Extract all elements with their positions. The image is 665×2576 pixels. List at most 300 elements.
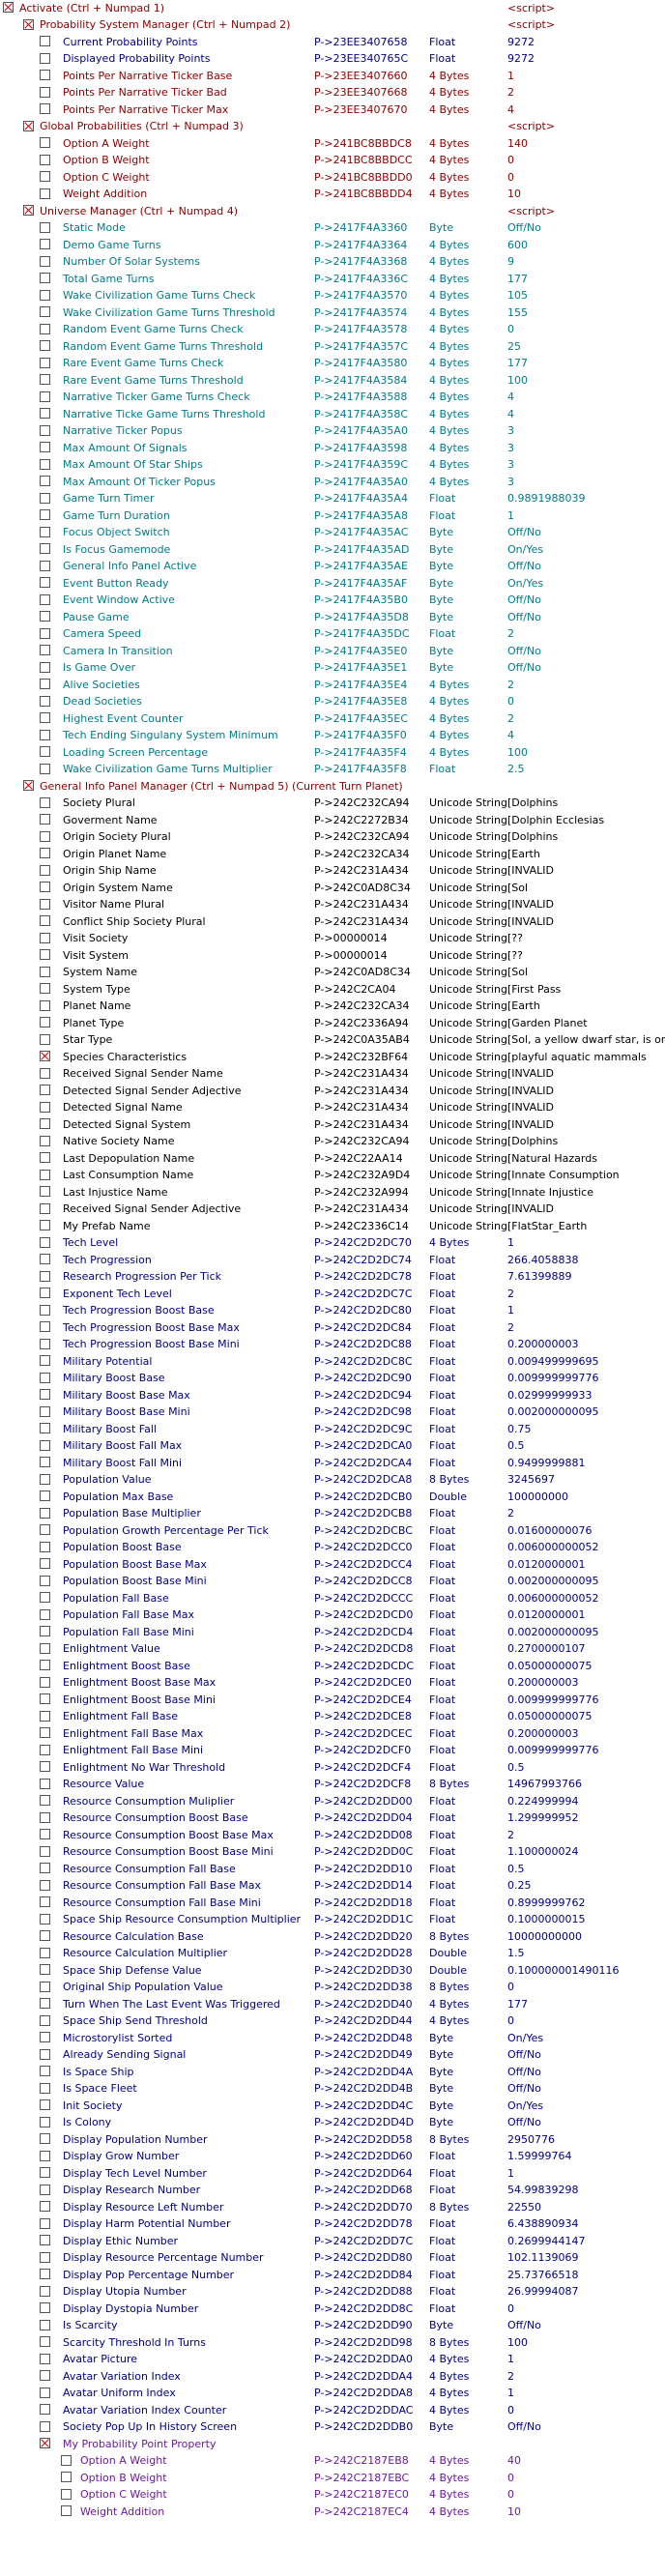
- activate-checkbox[interactable]: [40, 358, 50, 368]
- activate-checkbox[interactable]: [40, 949, 50, 960]
- activate-checkbox[interactable]: [40, 628, 50, 639]
- table-row[interactable]: [0, 220, 650, 238]
- table-row[interactable]: [0, 1015, 650, 1032]
- value[interactable]: 10000000000: [507, 1929, 582, 1943]
- activate-checkbox[interactable]: [40, 2049, 50, 2060]
- value[interactable]: On/Yes: [507, 2031, 544, 2044]
- value[interactable]: 10: [507, 188, 521, 200]
- value[interactable]: 2: [507, 711, 514, 725]
- table-row[interactable]: [0, 153, 650, 170]
- activate-checkbox[interactable]: [40, 1660, 50, 1670]
- value[interactable]: 0: [507, 170, 514, 184]
- table-row[interactable]: [0, 322, 650, 339]
- table-row[interactable]: [0, 1607, 650, 1625]
- active-checkbox[interactable]: [40, 1051, 50, 1061]
- activate-checkbox[interactable]: [40, 746, 50, 757]
- table-row[interactable]: [0, 2487, 650, 2504]
- table-row[interactable]: [0, 2233, 650, 2250]
- value[interactable]: 2: [507, 1287, 514, 1300]
- table-row[interactable]: [0, 1624, 650, 1641]
- table-row[interactable]: [0, 423, 650, 441]
- value[interactable]: 3: [507, 424, 514, 437]
- activate-checkbox[interactable]: [40, 1220, 50, 1230]
- value[interactable]: 0.002000000095: [507, 1575, 599, 1587]
- activate-checkbox[interactable]: [40, 662, 50, 673]
- script-value[interactable]: <script>: [507, 204, 556, 217]
- value[interactable]: 0.009999999776: [507, 1693, 599, 1706]
- activate-checkbox[interactable]: [40, 391, 50, 402]
- value[interactable]: 177: [507, 357, 528, 369]
- table-row[interactable]: [0, 2284, 650, 2301]
- table-row[interactable]: [0, 2301, 650, 2318]
- value[interactable]: 177: [507, 272, 528, 285]
- value[interactable]: 0.002000000095: [507, 1405, 599, 1418]
- value[interactable]: Off/No: [507, 2420, 541, 2433]
- activate-checkbox[interactable]: [40, 1406, 50, 1417]
- value[interactable]: 1: [507, 2166, 514, 2180]
- value[interactable]: 140: [507, 136, 528, 150]
- activate-checkbox[interactable]: [40, 493, 50, 504]
- value[interactable]: 2: [507, 1320, 514, 1334]
- table-row[interactable]: [0, 846, 650, 863]
- activate-checkbox[interactable]: [40, 882, 50, 892]
- value[interactable]: [INVALID: [507, 1101, 554, 1114]
- activate-checkbox[interactable]: [40, 1034, 50, 1045]
- table-row[interactable]: [0, 2334, 650, 2352]
- value[interactable]: 3245697: [507, 1473, 555, 1486]
- table-row[interactable]: [0, 2165, 650, 2183]
- activate-checkbox[interactable]: [40, 712, 50, 723]
- table-row[interactable]: [0, 1421, 650, 1438]
- activate-checkbox[interactable]: [40, 1186, 50, 1197]
- activate-checkbox[interactable]: [40, 1474, 50, 1485]
- table-row[interactable]: [0, 2318, 650, 2335]
- activate-checkbox[interactable]: [40, 865, 50, 876]
- value[interactable]: 2: [507, 627, 514, 640]
- value[interactable]: 100: [507, 745, 528, 759]
- activate-checkbox[interactable]: [40, 1017, 50, 1028]
- value[interactable]: 25: [507, 339, 521, 353]
- table-row[interactable]: [0, 728, 650, 745]
- table-row[interactable]: [0, 474, 650, 491]
- table-row[interactable]: [0, 1404, 650, 1422]
- table-row[interactable]: [0, 1827, 650, 1844]
- value[interactable]: [Innate Consumption: [507, 1169, 620, 1181]
- value[interactable]: 0.0120000001: [507, 1608, 586, 1621]
- value[interactable]: 1: [507, 1304, 514, 1317]
- value[interactable]: 0.0120000001: [507, 1557, 586, 1571]
- table-row[interactable]: [0, 271, 650, 288]
- table-row[interactable]: [0, 2199, 650, 2216]
- activate-checkbox[interactable]: [40, 239, 50, 249]
- value[interactable]: [INVALID: [507, 864, 554, 877]
- activate-checkbox[interactable]: [40, 340, 50, 351]
- table-row[interactable]: [0, 796, 650, 813]
- table-row[interactable]: [0, 1387, 650, 1404]
- activate-checkbox[interactable]: [40, 36, 50, 46]
- activate-checkbox[interactable]: [40, 1321, 50, 1332]
- activate-checkbox[interactable]: [40, 1896, 50, 1907]
- activate-checkbox[interactable]: [40, 1152, 50, 1163]
- activate-checkbox[interactable]: [40, 2388, 50, 2398]
- table-row[interactable]: [0, 1116, 650, 1134]
- activate-checkbox[interactable]: [40, 2151, 50, 2161]
- activate-checkbox[interactable]: [40, 459, 50, 470]
- table-row[interactable]: [0, 1522, 650, 1540]
- script-value[interactable]: <script>: [507, 120, 556, 132]
- activate-checkbox[interactable]: [40, 103, 50, 114]
- active-checkbox[interactable]: [23, 780, 34, 791]
- table-row[interactable]: [0, 1996, 650, 2013]
- activate-checkbox[interactable]: [40, 543, 50, 554]
- table-row[interactable]: [0, 677, 650, 694]
- value[interactable]: 9: [507, 255, 514, 268]
- table-row[interactable]: [0, 1912, 650, 1929]
- value[interactable]: 0.200000003: [507, 1726, 579, 1740]
- activate-checkbox[interactable]: [40, 1964, 50, 1975]
- active-checkbox[interactable]: [3, 2, 14, 13]
- table-row[interactable]: [0, 1878, 650, 1896]
- value[interactable]: 40: [507, 2454, 521, 2467]
- activate-checkbox[interactable]: [40, 2286, 50, 2297]
- value[interactable]: [Sol, a yellow dwarf star, is or: [507, 1033, 665, 1046]
- table-row[interactable]: [0, 1574, 650, 1591]
- table-row[interactable]: [0, 51, 650, 69]
- activate-checkbox[interactable]: [40, 155, 50, 165]
- activate-checkbox[interactable]: [40, 2252, 50, 2263]
- table-row[interactable]: [0, 1252, 650, 1269]
- table-row[interactable]: [0, 1810, 650, 1828]
- table-row[interactable]: [0, 1319, 650, 1337]
- value[interactable]: Off/No: [507, 2065, 541, 2078]
- table-row[interactable]: [0, 1201, 650, 1219]
- value[interactable]: 600: [507, 238, 528, 251]
- value[interactable]: 0.5: [507, 1439, 525, 1452]
- activate-checkbox[interactable]: [40, 730, 50, 740]
- table-row[interactable]: [0, 356, 650, 373]
- table-row[interactable]: [0, 2250, 650, 2268]
- value[interactable]: 0.1000000015: [507, 1913, 586, 1925]
- table-row[interactable]: [0, 2386, 650, 2403]
- activate-checkbox[interactable]: [40, 1812, 50, 1823]
- table-row[interactable]: [0, 2064, 650, 2081]
- activate-checkbox[interactable]: [40, 1643, 50, 1654]
- table-row[interactable]: [0, 1235, 650, 1253]
- table-row[interactable]: [0, 541, 650, 559]
- table-row[interactable]: [0, 626, 650, 644]
- table-row[interactable]: [0, 507, 650, 525]
- table-row[interactable]: [0, 1184, 650, 1201]
- value[interactable]: 26.99994087: [507, 2285, 579, 2298]
- value[interactable]: 22550: [507, 2200, 541, 2214]
- activate-checkbox[interactable]: [40, 1542, 50, 1552]
- activate-checkbox[interactable]: [40, 1863, 50, 1873]
- value[interactable]: 14967993766: [507, 1778, 582, 1790]
- activate-checkbox[interactable]: [40, 290, 50, 301]
- value[interactable]: 0.05000000075: [507, 1659, 593, 1672]
- activate-checkbox[interactable]: [40, 2066, 50, 2076]
- table-row[interactable]: [0, 1556, 650, 1574]
- table-row[interactable]: [0, 981, 650, 999]
- table-row[interactable]: [0, 237, 650, 254]
- value[interactable]: 25.73766518: [507, 2268, 579, 2281]
- table-row[interactable]: [0, 440, 650, 457]
- value[interactable]: Off/No: [507, 221, 541, 234]
- activate-checkbox[interactable]: [40, 831, 50, 842]
- value[interactable]: 0.224999994: [507, 1794, 579, 1808]
- activate-checkbox[interactable]: [40, 2185, 50, 2195]
- table-row[interactable]: [0, 812, 650, 829]
- activate-checkbox[interactable]: [40, 306, 50, 317]
- table-row[interactable]: [0, 880, 650, 897]
- value[interactable]: 0: [507, 2014, 514, 2027]
- table-row[interactable]: [0, 169, 650, 187]
- table-row[interactable]: [0, 2436, 650, 2453]
- activate-checkbox[interactable]: [40, 2133, 50, 2144]
- table-row[interactable]: [0, 947, 650, 965]
- value[interactable]: 54.99839298: [507, 2184, 579, 2196]
- value[interactable]: 2: [507, 678, 514, 691]
- value[interactable]: 1.5: [507, 1947, 525, 1959]
- value[interactable]: 2: [507, 2369, 514, 2383]
- table-row[interactable]: [0, 1066, 650, 1084]
- value[interactable]: 3: [507, 475, 514, 488]
- activate-checkbox[interactable]: [40, 2336, 50, 2347]
- activate-checkbox[interactable]: [40, 527, 50, 537]
- value[interactable]: 0.2699944147: [507, 2234, 586, 2247]
- value[interactable]: 1: [507, 69, 514, 82]
- activate-checkbox[interactable]: [40, 137, 50, 148]
- activate-checkbox[interactable]: [40, 1592, 50, 1603]
- value[interactable]: [Sol: [507, 966, 529, 978]
- table-row[interactable]: [0, 762, 650, 779]
- active-checkbox[interactable]: [23, 121, 34, 131]
- table-row[interactable]: [0, 68, 650, 85]
- activate-checkbox[interactable]: [40, 1880, 50, 1891]
- value[interactable]: 0.100000001490116: [507, 1963, 620, 1977]
- activate-checkbox[interactable]: [40, 425, 50, 436]
- value[interactable]: [INVALID: [507, 1117, 554, 1131]
- value[interactable]: [Earth: [507, 847, 540, 860]
- activate-checkbox[interactable]: [61, 2489, 72, 2500]
- activate-checkbox[interactable]: [40, 1982, 50, 1992]
- table-row[interactable]: [0, 2149, 650, 2166]
- table-row[interactable]: [0, 1371, 650, 1388]
- table-row[interactable]: [0, 931, 650, 948]
- table-row[interactable]: [0, 744, 650, 762]
- value[interactable]: 10: [507, 2504, 521, 2518]
- activate-checkbox[interactable]: [40, 764, 50, 774]
- activate-checkbox[interactable]: [40, 2235, 50, 2245]
- value[interactable]: [INVALID: [507, 898, 554, 911]
- table-row[interactable]: [0, 372, 650, 390]
- table-row[interactable]: [0, 1641, 650, 1659]
- value[interactable]: 0: [507, 2403, 514, 2417]
- table-row[interactable]: [0, 1134, 650, 1151]
- value[interactable]: 0: [507, 154, 514, 166]
- value[interactable]: 0.009499999695: [507, 1354, 599, 1368]
- activate-checkbox[interactable]: [40, 2421, 50, 2432]
- table-row[interactable]: [0, 1743, 650, 1760]
- activate-checkbox[interactable]: [40, 476, 50, 486]
- table-row[interactable]: [0, 338, 650, 356]
- value[interactable]: On/Yes: [507, 2098, 544, 2112]
- activate-checkbox[interactable]: [40, 2032, 50, 2042]
- table-row[interactable]: [0, 1303, 650, 1320]
- table-row[interactable]: [0, 101, 650, 119]
- group-row[interactable]: [0, 203, 650, 220]
- activate-checkbox[interactable]: [40, 577, 50, 588]
- activate-checkbox[interactable]: [40, 273, 50, 283]
- table-row[interactable]: [0, 1590, 650, 1607]
- table-row[interactable]: [0, 643, 650, 660]
- group-row[interactable]: [0, 0, 650, 17]
- activate-checkbox[interactable]: [40, 324, 50, 334]
- table-row[interactable]: [0, 1506, 650, 1523]
- activate-checkbox[interactable]: [40, 442, 50, 452]
- activate-checkbox[interactable]: [40, 1136, 50, 1146]
- table-row[interactable]: [0, 1928, 650, 1946]
- table-row[interactable]: [0, 1861, 650, 1878]
- value[interactable]: [??: [507, 948, 523, 962]
- activate-checkbox[interactable]: [40, 1745, 50, 1755]
- activate-checkbox[interactable]: [40, 2370, 50, 2381]
- table-row[interactable]: [0, 1150, 650, 1168]
- activate-checkbox[interactable]: [40, 1288, 50, 1298]
- activate-checkbox[interactable]: [40, 1829, 50, 1839]
- table-row[interactable]: [0, 1337, 650, 1354]
- table-row[interactable]: [0, 2183, 650, 2200]
- table-row[interactable]: [0, 1980, 650, 1997]
- activate-checkbox[interactable]: [40, 1998, 50, 2009]
- table-row[interactable]: [0, 1438, 650, 1456]
- activate-checkbox[interactable]: [40, 1389, 50, 1400]
- value[interactable]: 3: [507, 458, 514, 471]
- value[interactable]: On/Yes: [507, 542, 544, 556]
- activate-checkbox[interactable]: [40, 1693, 50, 1704]
- value[interactable]: 0.006000000052: [507, 1541, 599, 1553]
- activate-checkbox[interactable]: [40, 611, 50, 622]
- table-row[interactable]: [0, 2419, 650, 2437]
- activate-checkbox[interactable]: [40, 2201, 50, 2212]
- value[interactable]: 0.5: [507, 1760, 525, 1774]
- value[interactable]: Off/No: [507, 2319, 541, 2331]
- activate-checkbox[interactable]: [40, 1491, 50, 1501]
- value[interactable]: 0.01600000076: [507, 1523, 593, 1537]
- table-row[interactable]: [0, 457, 650, 475]
- table-row[interactable]: [0, 1709, 650, 1726]
- activate-checkbox[interactable]: [40, 696, 50, 707]
- table-row[interactable]: [0, 406, 650, 423]
- table-row[interactable]: [0, 1793, 650, 1810]
- value[interactable]: [Innate Injustice: [507, 1185, 593, 1199]
- table-row[interactable]: [0, 390, 650, 407]
- activate-checkbox[interactable]: [40, 899, 50, 910]
- activate-checkbox[interactable]: [40, 1609, 50, 1620]
- value[interactable]: 0: [507, 1981, 514, 1993]
- value[interactable]: 102.1139069: [507, 2251, 579, 2264]
- value[interactable]: 2: [507, 1828, 514, 1841]
- value[interactable]: [FlatStar_Earth: [507, 1219, 588, 1232]
- value[interactable]: [Natural Hazards: [507, 1151, 597, 1165]
- table-row[interactable]: [0, 710, 650, 728]
- activate-checkbox[interactable]: [40, 1355, 50, 1366]
- activate-checkbox[interactable]: [40, 87, 50, 98]
- value[interactable]: 1.100000024: [507, 1845, 579, 1858]
- activate-checkbox[interactable]: [61, 2472, 72, 2482]
- value[interactable]: Off/No: [507, 610, 541, 623]
- table-row[interactable]: [0, 85, 650, 102]
- table-row[interactable]: [0, 593, 650, 610]
- activate-checkbox[interactable]: [40, 1068, 50, 1079]
- value[interactable]: 0.200000003: [507, 1676, 579, 1689]
- value[interactable]: 2950776: [507, 2132, 555, 2146]
- activate-checkbox[interactable]: [40, 1373, 50, 1383]
- table-row[interactable]: [0, 1844, 650, 1862]
- activate-checkbox[interactable]: [40, 2117, 50, 2127]
- value[interactable]: 4: [507, 391, 514, 403]
- value[interactable]: 0.9499999881: [507, 1456, 586, 1469]
- table-row[interactable]: [0, 1472, 650, 1490]
- value[interactable]: [INVALID: [507, 1067, 554, 1080]
- table-row[interactable]: [0, 2013, 650, 2031]
- value[interactable]: 2: [507, 86, 514, 99]
- table-row[interactable]: [0, 1269, 650, 1287]
- value[interactable]: Off/No: [507, 2048, 541, 2061]
- value[interactable]: 9272: [507, 35, 535, 48]
- value[interactable]: 9272: [507, 52, 535, 65]
- table-row[interactable]: [0, 1032, 665, 1050]
- table-row[interactable]: [0, 2115, 650, 2132]
- value[interactable]: 0.009999999776: [507, 1744, 599, 1756]
- activate-checkbox[interactable]: [40, 848, 50, 858]
- value[interactable]: 1.299999952: [507, 1811, 579, 1824]
- table-row[interactable]: [0, 525, 650, 542]
- activate-checkbox[interactable]: [40, 408, 50, 419]
- value[interactable]: 0.009999999776: [507, 1372, 599, 1384]
- table-row[interactable]: [0, 2047, 650, 2065]
- value[interactable]: 0.25: [507, 1879, 532, 1892]
- activate-checkbox[interactable]: [40, 2218, 50, 2229]
- active-checkbox[interactable]: [23, 205, 34, 216]
- activate-checkbox[interactable]: [40, 594, 50, 605]
- script-value[interactable]: <script>: [507, 18, 556, 31]
- activate-checkbox[interactable]: [40, 1761, 50, 1772]
- value[interactable]: 0: [507, 695, 514, 708]
- activate-checkbox[interactable]: [40, 2167, 50, 2178]
- activate-checkbox[interactable]: [40, 983, 50, 994]
- value[interactable]: 2.5: [507, 763, 525, 775]
- value[interactable]: 4: [507, 102, 514, 116]
- activate-checkbox[interactable]: [40, 1948, 50, 1958]
- table-row[interactable]: [0, 2267, 650, 2284]
- value[interactable]: Off/No: [507, 2116, 541, 2128]
- value[interactable]: 0.75: [507, 1422, 532, 1435]
- activate-checkbox[interactable]: [61, 2505, 72, 2516]
- activate-checkbox[interactable]: [40, 1846, 50, 1857]
- activate-checkbox[interactable]: [40, 1271, 50, 1282]
- value[interactable]: 266.4058838: [507, 1253, 579, 1266]
- activate-checkbox[interactable]: [40, 2269, 50, 2279]
- value[interactable]: [Dolphins: [507, 1135, 559, 1147]
- activate-checkbox[interactable]: [40, 1524, 50, 1535]
- value[interactable]: 0.5: [507, 1862, 525, 1875]
- activate-checkbox[interactable]: [40, 1930, 50, 1941]
- table-row[interactable]: [0, 897, 650, 914]
- value[interactable]: On/Yes: [507, 576, 544, 590]
- value[interactable]: [Garden Planet: [507, 1016, 588, 1029]
- value[interactable]: 0: [507, 323, 514, 335]
